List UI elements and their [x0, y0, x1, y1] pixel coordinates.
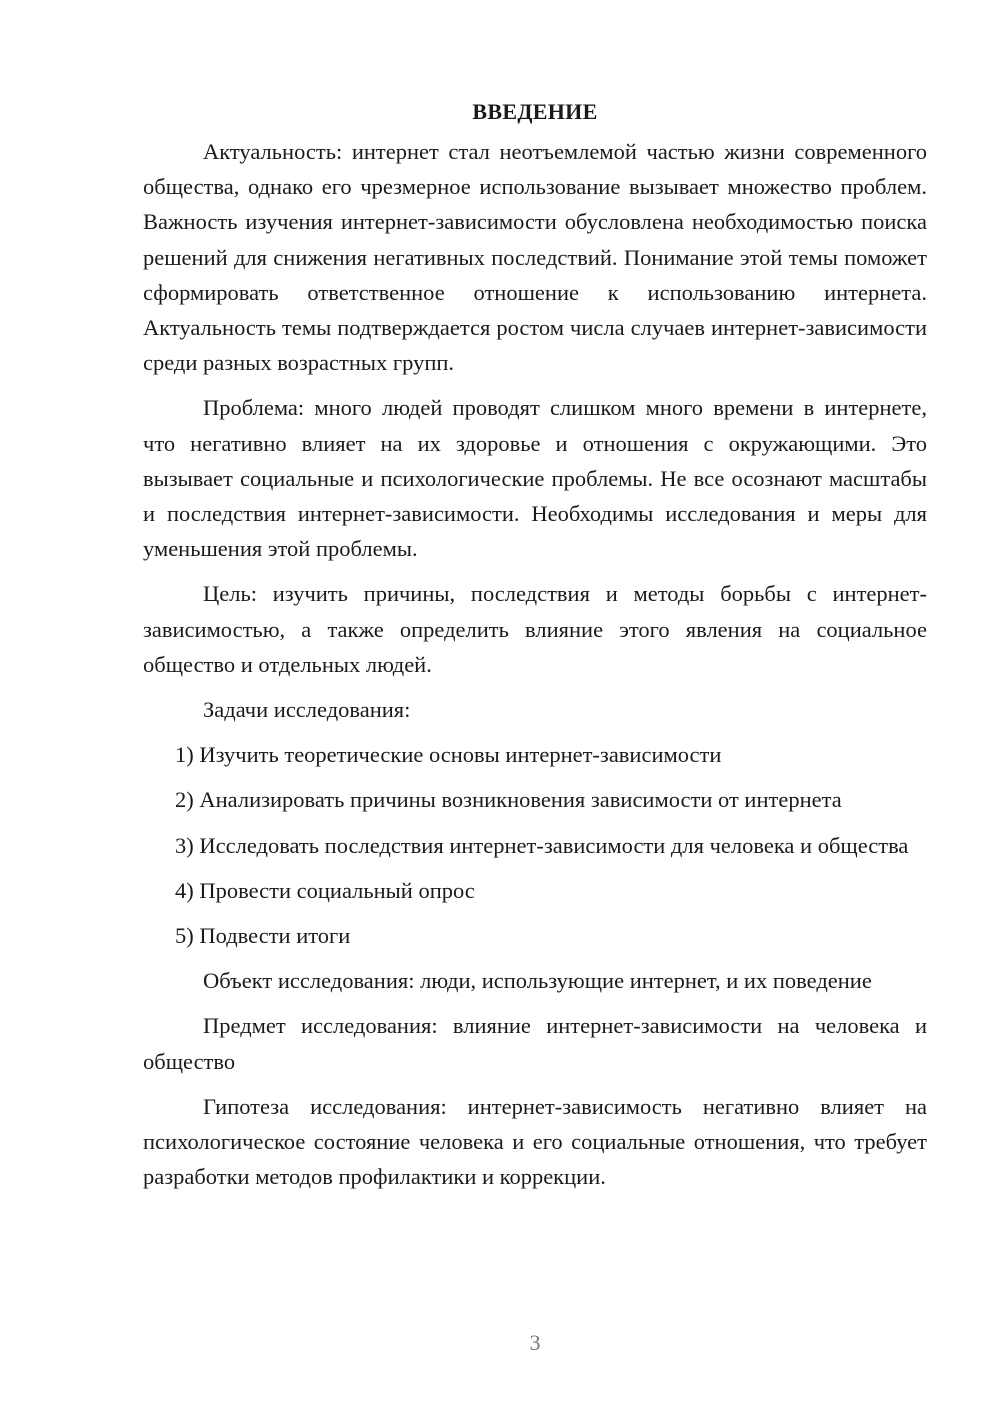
goal-paragraph: Цель: изучить причины, последствия и методы борьбы с интернет-зависимостью, а также определить влияние этого явления на социальное общество и отдельных людей.: [143, 581, 927, 677]
task-item-1: 1) Изучить теоретические основы интернет-зависимости: [175, 742, 722, 768]
subject-paragraph: Предмет исследования: влияние интернет-зависимости на человека и общество: [143, 1013, 927, 1074]
document-page: [143, 94, 927, 1204]
relevance-paragraph: Актуальность: интернет стал неотъемлемой частью жизни современного общества, однако его чрезмерное использование вызывает множество проблем. Важность изучения интернет-зависимости обусловлена необходимостью поиска решений для снижения негативных последствий. Понимание этой темы поможет сформировать ответственное отношение к использованию интернета. Актуальность темы подтверждается ростом числа случаев интернет-зависимости среди разных возрастных групп.: [143, 139, 927, 376]
problem-paragraph: Проблема: много людей проводят слишком много времени в интернете, что негативно влияет на их здоровье и отношения с окружающими. Это вызывает социальные и психологические проблемы. Не все осознают масштабы и последствия интернет-зависимости. Необходимы исследования и меры для уменьшения этой проблемы.: [143, 395, 927, 562]
page-number: 3: [529, 1330, 541, 1355]
task-item-4: 4) Провести социальный опрос: [175, 877, 475, 903]
task-item-2: 2) Анализировать причины возникновения зависимости от интернета: [175, 787, 842, 813]
page-title: ВВЕДЕНИЕ: [472, 99, 598, 124]
object-paragraph: Объект исследования: люди, использующие интернет, и их поведение: [203, 968, 872, 994]
hypothesis-paragraph: Гипотеза исследования: интернет-зависимость негативно влияет на психологическое состояние человека и его социальные отношения, что требует разработки методов профилактики и коррекции.: [143, 1093, 927, 1190]
tasks-heading: Задачи исследования:: [203, 697, 411, 723]
task-item-5: 5) Подвести итоги: [175, 923, 351, 949]
task-item-3: 3) Исследовать последствия интернет-зависимости для человека и общества: [175, 832, 909, 858]
